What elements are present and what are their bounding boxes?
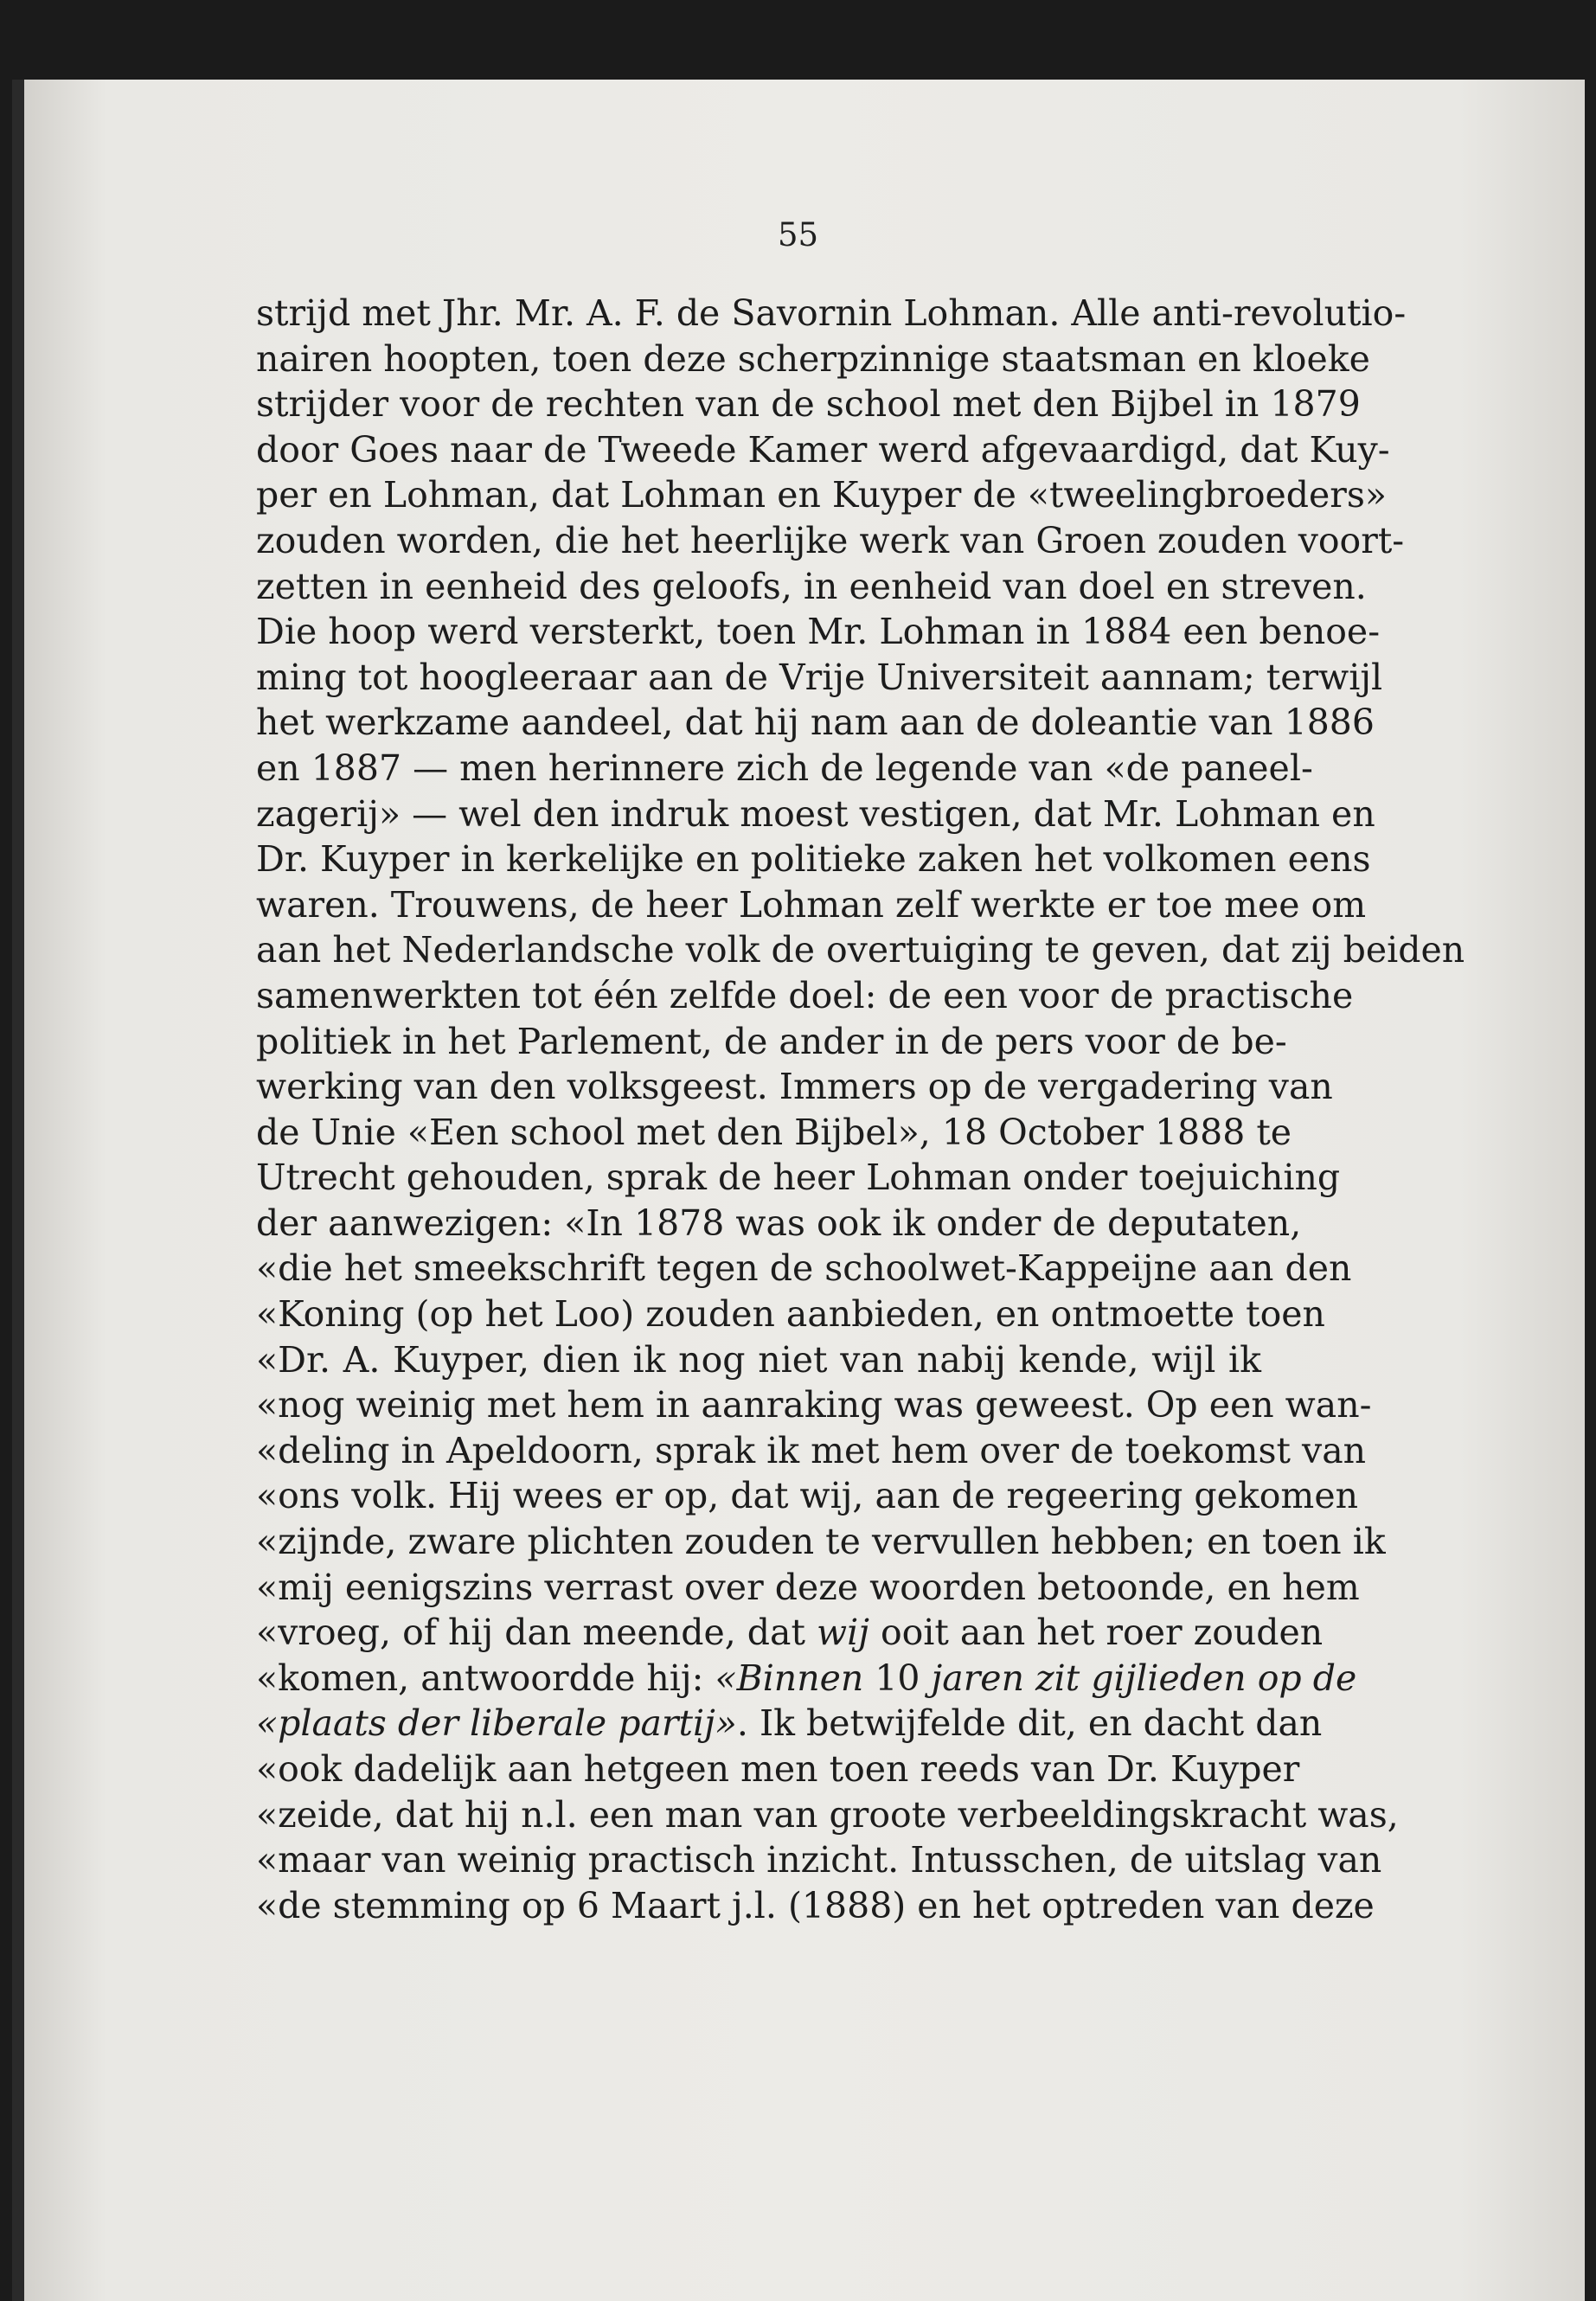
text-line-with-italic [256, 1610, 1324, 1656]
text-line: «deling in Apeldoorn, sprak ik met hem over de toekomst van [256, 1429, 1367, 1471]
text-line: Dr. Kuyper in kerkelijke en politieke zaken het volkomen eens [256, 838, 1371, 881]
text-run: ooit aan het roer zouden [869, 1612, 1324, 1654]
text-line: «de stemming op 6 Maart j.l. (1888) en het optreden van deze [256, 1884, 1375, 1926]
text-line: samenwerkten tot één zelfde doel: de een voor de practische [256, 974, 1354, 1016]
italic-text-run: «Binnen [715, 1657, 864, 1699]
text-line: «ons volk. Hij wees er op, dat wij, aan de regeering gekomen [256, 1475, 1358, 1517]
text-line: zouden worden, die het heerlijke werk van Groen zouden voort- [256, 519, 1405, 561]
text-line: strijder voor de rechten van de school met den Bijbel in 1879 [256, 383, 1361, 426]
page-binding-edge [12, 80, 24, 2301]
text-line: Die hoop werd versterkt, toen Mr. Lohman in 1884 een benoe- [256, 611, 1381, 653]
text-run: «komen, antwoordde hij: [256, 1657, 715, 1699]
text-run: «vroeg, of hij dan meende, dat [256, 1612, 817, 1654]
italic-text-run: jaren zit gijlieden op de [931, 1657, 1357, 1699]
text-line: nairen hoopten, toen deze scherpzinnige staatsman en kloeke [256, 337, 1370, 380]
text-line: «Koning (op het Loo) zouden aanbieden, en ontmoette toen [256, 1293, 1325, 1336]
page-number: 55 [777, 216, 819, 253]
text-line: «zijnde, zware plichten zouden te vervullen hebben; en toen ik [256, 1521, 1386, 1563]
body-text [256, 291, 1465, 1928]
text-line: «mij eenigszins verrast over deze woorden betoonde, en hem [256, 1566, 1360, 1608]
text-line-with-italic [256, 1701, 1323, 1747]
text-line: ming tot hoogleeraar aan de Vrije Universiteit aannam; terwijl [256, 656, 1383, 698]
text-line: «zeide, dat hij n.l. een man van groote verbeeldingskracht was, [256, 1793, 1399, 1836]
text-line: zetten in eenheid des geloofs, in eenheid van doel en streven. [256, 565, 1367, 607]
text-line: Utrecht gehouden, sprak de heer Lohman onder toejuiching [256, 1157, 1341, 1199]
text-line: per en Lohman, dat Lohman en Kuyper de «tweelingbroeders» [256, 474, 1387, 516]
text-line: der aanwezigen: «In 1878 was ook ik onder de deputaten, [256, 1202, 1302, 1244]
text-line: «Dr. A. Kuyper, dien ik nog niet van nabij kende, wijl ik [256, 1338, 1261, 1381]
text-line: aan het Nederlandsche volk de overtuiging te geven, dat zij beiden [256, 929, 1465, 971]
text-line: door Goes naar de Tweede Kamer werd afgevaardigd, dat Kuy- [256, 428, 1390, 471]
text-line: strijd met Jhr. Mr. A. F. de Savornin Lohman. Alle anti-revolutio- [256, 292, 1407, 334]
text-line: werking van den volksgeest. Immers op de vergadering van [256, 1066, 1333, 1108]
text-line: «ook dadelijk aan hetgeen men toen reeds van Dr. Kuyper [256, 1748, 1300, 1790]
text-run: 10 [863, 1657, 932, 1699]
text-line: zagerij» — wel den indruk moest vestigen, dat Mr. Lohman en [256, 792, 1375, 835]
text-line: de Unie «Een school met den Bijbel», 18 October 1888 te [256, 1111, 1292, 1153]
text-line: het werkzame aandeel, dat hij nam aan de doleantie van 1886 [256, 702, 1375, 744]
text-line-with-italic [256, 1656, 1357, 1702]
text-line: «nog weinig met hem in aanraking was geweest. Op een wan- [256, 1384, 1372, 1426]
italic-text-run: «plaats der liberale partij» [256, 1702, 737, 1745]
italic-text-run: wij [816, 1612, 869, 1654]
text-line: «maar van weinig practisch inzicht. Intusschen, de uitslag van [256, 1839, 1382, 1881]
text-line: politiek in het Parlement, de ander in de pers voor de be- [256, 1020, 1287, 1062]
text-line: en 1887 — men herinnere zich de legende van «de paneel- [256, 747, 1313, 789]
text-run: . Ik betwijfelde dit, en dacht dan [736, 1702, 1323, 1745]
text-line: waren. Trouwens, de heer Lohman zelf werkte er toe mee om [256, 883, 1367, 926]
text-line: «die het smeekschrift tegen de schoolwet-Kappeijne aan den [256, 1247, 1352, 1290]
